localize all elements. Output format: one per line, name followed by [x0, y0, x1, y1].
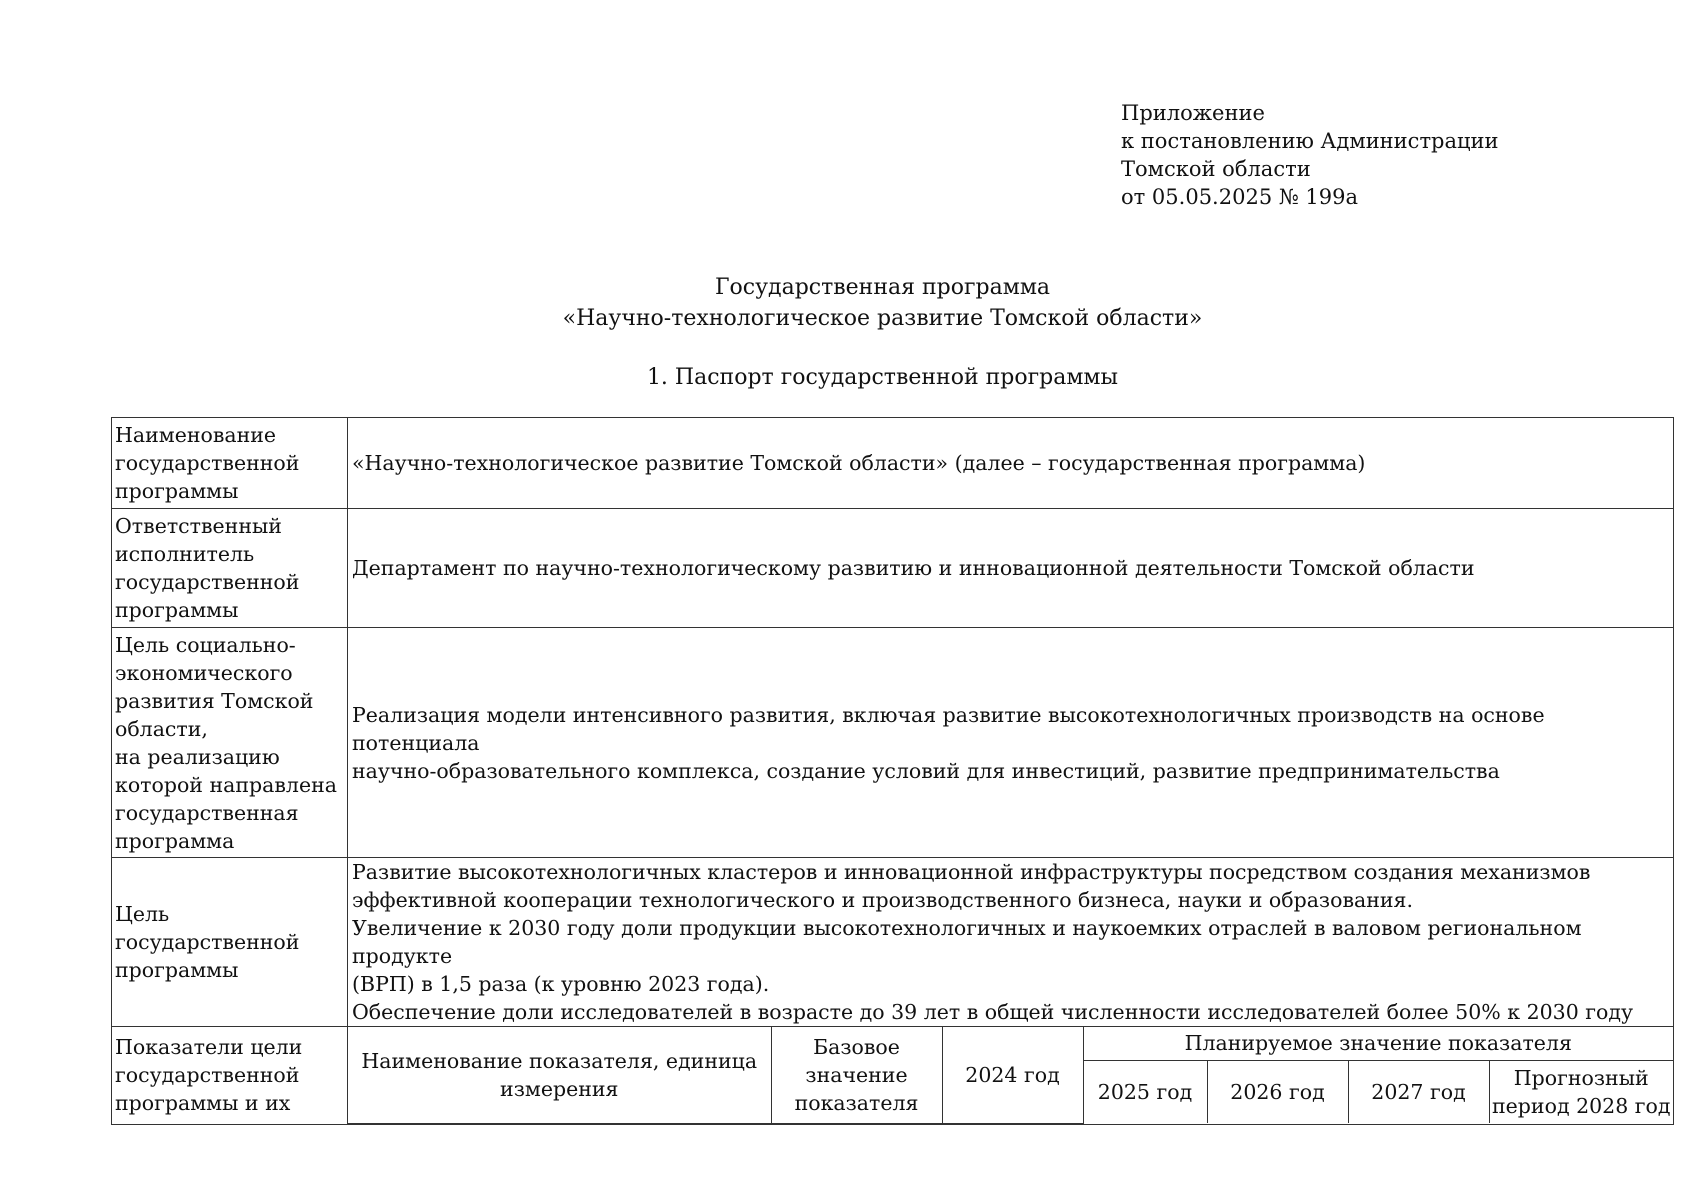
label-line: Ответственный: [115, 514, 282, 538]
header-line: значение: [805, 1062, 908, 1087]
appendix-line: от 05.05.2025 № 199а: [1121, 185, 1358, 209]
appendix-line: Приложение: [1121, 101, 1265, 125]
value-line: эффективной кооперации технологического и производственного бизнеса, науки и образования.: [352, 888, 1413, 912]
label-line: государственной: [115, 451, 300, 475]
column-header-2025: 2025 год: [1083, 1060, 1207, 1123]
value-line: Развитие высокотехнологичных кластеров и инновационной инфраструктуры посредством создания механизмов: [352, 860, 1591, 884]
table-row: [112, 418, 1674, 509]
appendix-line: к постановлению Администрации: [1121, 129, 1499, 153]
label-line: Цель: [115, 902, 170, 926]
table-row: [112, 858, 1674, 1027]
label-line: экономического: [115, 660, 293, 685]
header-line: период 2028 год: [1492, 1093, 1671, 1118]
indicators-header-table: [348, 1027, 1673, 1124]
label-line: развития Томской: [115, 688, 314, 713]
column-header-2024: 2024 год: [942, 1027, 1083, 1123]
value-line: Увеличение к 2030 году доли продукции высокотехнологичных и наукоемких отраслей в валовом региональном продукте: [352, 916, 1582, 968]
header-line: Прогнозный: [1513, 1065, 1649, 1090]
title-line: Государственная программа: [714, 275, 1051, 300]
table-row: [112, 628, 1674, 858]
header-line: Базовое: [813, 1034, 900, 1059]
column-header-2027: 2027 год: [1348, 1060, 1489, 1123]
label-line: программы: [115, 958, 239, 982]
column-header-base: [771, 1027, 942, 1123]
header-line: Наименование показателя, единица: [361, 1048, 758, 1073]
table-row: [348, 1027, 1673, 1060]
column-header-2026: 2026 год: [1207, 1060, 1348, 1123]
label-line: которой направлена: [115, 772, 337, 797]
label-line: Цель социально-: [115, 632, 296, 657]
appendix-block: [1121, 99, 1499, 211]
header-line: показателя: [794, 1090, 919, 1115]
table-row: [112, 509, 1674, 628]
value-line: научно-образовательного комплекса, создание условий для инвестиций, развитие предпринимательства: [352, 758, 1500, 783]
row-label: [112, 628, 348, 858]
label-line: программы и их: [115, 1091, 291, 1116]
row-label: [112, 858, 348, 1027]
label-line: исполнитель: [115, 542, 255, 566]
row-value: Департамент по научно-технологическому развитию и инновационной деятельности Томской области: [348, 509, 1674, 628]
label-line: Показатели цели: [115, 1035, 303, 1060]
label-line: программы: [115, 598, 239, 622]
indicators-cell: [348, 1027, 1674, 1125]
column-header-name: [348, 1027, 771, 1123]
label-line: области,: [115, 716, 208, 741]
table-row: [112, 1027, 1674, 1125]
row-label: [112, 509, 348, 628]
passport-table: [111, 417, 1674, 1125]
value-line: Обеспечение доли исследователей в возрасте до 39 лет в общей численности исследователей более 50% к 2030 году: [352, 1000, 1634, 1024]
appendix-line: Томской области: [1121, 157, 1311, 181]
value-line: (ВРП) в 1,5 раза (к уровню 2023 года).: [352, 972, 770, 996]
label-line: государственной: [115, 570, 300, 594]
header-line: измерения: [500, 1076, 619, 1101]
row-value: «Научно-технологическое развитие Томской области» (далее – государственная программа): [348, 418, 1674, 509]
label-line: Наименование: [115, 423, 277, 447]
label-line: на реализацию: [115, 744, 280, 769]
column-header-forecast: [1489, 1060, 1673, 1123]
label-line: государственная: [115, 800, 299, 825]
column-header-planned: Планируемое значение показателя: [1083, 1027, 1673, 1060]
label-line: программа: [115, 828, 235, 853]
row-value: [348, 628, 1674, 858]
label-line: государственной: [115, 930, 300, 954]
row-label: [112, 418, 348, 509]
row-value: [348, 858, 1674, 1027]
row-label: [112, 1027, 348, 1125]
document-title: [0, 272, 1698, 334]
section-title: 1. Паспорт государственной программы: [646, 365, 1119, 390]
value-line: Реализация модели интенсивного развития, включая развитие высокотехнологичных производств на основе потенциала: [352, 702, 1545, 755]
label-line: программы: [115, 479, 239, 503]
title-line: «Научно-технологическое развитие Томской области»: [562, 306, 1203, 331]
label-line: государственной: [115, 1063, 300, 1088]
